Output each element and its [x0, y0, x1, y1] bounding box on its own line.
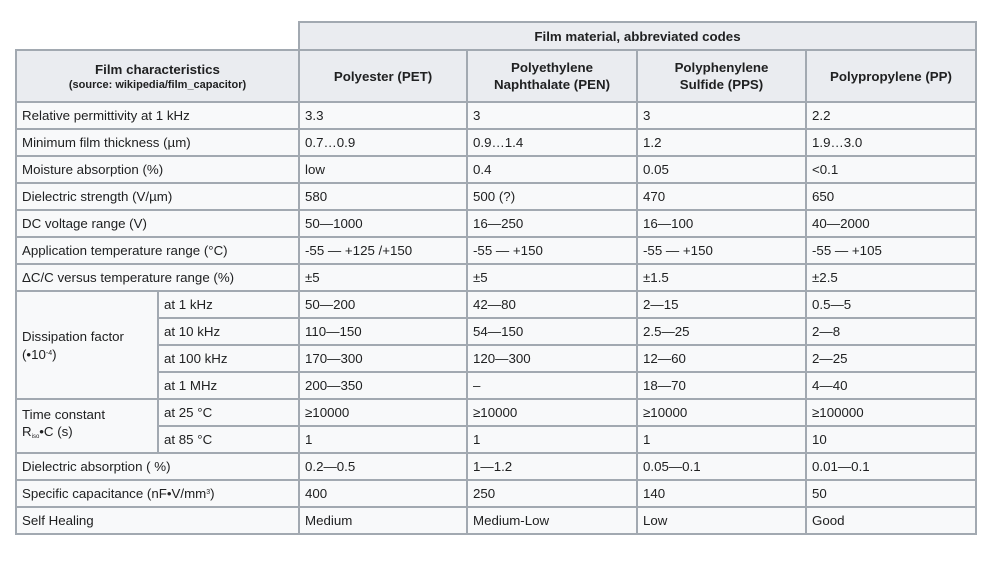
table-cell: 2—8: [806, 318, 976, 345]
table-cell: 0.01—0.1: [806, 453, 976, 480]
row-label: Moisture absorption (%): [16, 156, 299, 183]
table-cell: 110—150: [299, 318, 467, 345]
table-cell: ≥10000: [637, 399, 806, 426]
table-row: [16, 426, 976, 453]
table-cell: 200—350: [299, 372, 467, 399]
table-cell: 16—100: [637, 210, 806, 237]
table-cell: 1: [467, 426, 637, 453]
empty-corner: [16, 22, 299, 50]
table-cell: 250: [467, 480, 637, 507]
table-row: [16, 102, 976, 129]
table-row: [16, 507, 976, 534]
table-cell: ±5: [467, 264, 637, 291]
table-row: [16, 399, 976, 426]
table-cell: low: [299, 156, 467, 183]
table-row: [16, 156, 976, 183]
corner-header: [16, 50, 299, 102]
table-cell: 0.2—0.5: [299, 453, 467, 480]
table-cell: -55 — +125 /+150: [299, 237, 467, 264]
row-label: Dielectric strength (V/µm): [16, 183, 299, 210]
film-capacitor-comparison-table: [15, 21, 977, 535]
table-row: [16, 210, 976, 237]
table-row: [16, 345, 976, 372]
table-cell: 4—40: [806, 372, 976, 399]
column-header-pps: Polyphenylene Sulfide (PPS): [637, 50, 806, 102]
group-header: Film material, abbreviated codes: [299, 22, 976, 50]
table-cell: 18—70: [637, 372, 806, 399]
row-sublabel: at 25 °C: [158, 399, 299, 426]
table-cell: Medium-Low: [467, 507, 637, 534]
table-cell: 140: [637, 480, 806, 507]
table-cell: ≥100000: [806, 399, 976, 426]
column-header-pen: Polyethylene Naphthalate (PEN): [467, 50, 637, 102]
group-header-row: [16, 22, 976, 50]
table-cell: 50—1000: [299, 210, 467, 237]
table-cell: <0.1: [806, 156, 976, 183]
table-cell: 1.9…3.0: [806, 129, 976, 156]
row-sublabel: at 1 kHz: [158, 291, 299, 318]
row-label: DC voltage range (V): [16, 210, 299, 237]
row-label: Self Healing: [16, 507, 299, 534]
table-cell: 580: [299, 183, 467, 210]
table-row: [16, 291, 976, 318]
row-label: ΔC/C versus temperature range (%): [16, 264, 299, 291]
table-row: [16, 183, 976, 210]
column-header-pp: Polypropylene (PP): [806, 50, 976, 102]
column-header-row: [16, 50, 976, 102]
row-sublabel: at 85 °C: [158, 426, 299, 453]
table-cell: 500 (?): [467, 183, 637, 210]
table-cell: -55 — +150: [467, 237, 637, 264]
table-cell: 470: [637, 183, 806, 210]
table-cell: 2—25: [806, 345, 976, 372]
table-cell: 1: [299, 426, 467, 453]
table-cell: ±1.5: [637, 264, 806, 291]
table-row: [16, 237, 976, 264]
table-cell: Low: [637, 507, 806, 534]
table-cell: 3: [467, 102, 637, 129]
table-cell: ±2.5: [806, 264, 976, 291]
table-cell: 170—300: [299, 345, 467, 372]
row-sublabel: at 1 MHz: [158, 372, 299, 399]
row-label: Minimum film thickness (µm): [16, 129, 299, 156]
table-cell: 2.2: [806, 102, 976, 129]
table-cell: ≥10000: [467, 399, 637, 426]
column-header-pet: Polyester (PET): [299, 50, 467, 102]
table-cell: Medium: [299, 507, 467, 534]
table-cell: 120—300: [467, 345, 637, 372]
row-sublabel: at 10 kHz: [158, 318, 299, 345]
dissipation-factor-label: Dissipation factor $(•10^{-4})$: [16, 291, 158, 399]
row-label: Application temperature range (°C): [16, 237, 299, 264]
table-cell: 12—60: [637, 345, 806, 372]
row-label: Specific capacitance $(nF•V/mm^3)$: [16, 480, 299, 507]
table-cell: 0.4: [467, 156, 637, 183]
table-cell: 40—2000: [806, 210, 976, 237]
table-cell: 50—200: [299, 291, 467, 318]
table-cell: 0.7…0.9: [299, 129, 467, 156]
table-cell: -55 — +105: [806, 237, 976, 264]
table-cell: 42—80: [467, 291, 637, 318]
table-row: [16, 453, 976, 480]
row-sublabel: at 100 kHz: [158, 345, 299, 372]
table-cell: 1—1.2: [467, 453, 637, 480]
table-cell: 10: [806, 426, 976, 453]
table-cell: 1.2: [637, 129, 806, 156]
table-cell: -55 — +150: [637, 237, 806, 264]
corner-header-subtitle: (source: wikipedia/film_capacitor): [68, 78, 247, 91]
table-cell: 0.05: [637, 156, 806, 183]
table-cell: 54—150: [467, 318, 637, 345]
table-row: [16, 480, 976, 507]
table-cell: 400: [299, 480, 467, 507]
table-row: [16, 372, 976, 399]
table-cell: 650: [806, 183, 976, 210]
table-cell: 50: [806, 480, 976, 507]
table-cell: 0.9…1.4: [467, 129, 637, 156]
table-cell: 3.3: [299, 102, 467, 129]
table-cell: 2—15: [637, 291, 806, 318]
table-cell: 3: [637, 102, 806, 129]
table-cell: ±5: [299, 264, 467, 291]
table-cell: 0.05—0.1: [637, 453, 806, 480]
table-row: [16, 129, 976, 156]
time-constant-label: Time constant Riso•C (s): [16, 399, 158, 453]
table-row: [16, 318, 976, 345]
table-cell: ≥10000: [299, 399, 467, 426]
corner-header-title: Film characteristics: [95, 61, 220, 77]
table-row: [16, 264, 976, 291]
table-cell: Good: [806, 507, 976, 534]
row-label: Dielectric absorption ( %): [16, 453, 299, 480]
table-cell: –: [467, 372, 637, 399]
table-cell: 1: [637, 426, 806, 453]
table-cell: 2.5—25: [637, 318, 806, 345]
table-cell: 16—250: [467, 210, 637, 237]
table-cell: 0.5—5: [806, 291, 976, 318]
row-label: Relative permittivity at 1 kHz: [16, 102, 299, 129]
